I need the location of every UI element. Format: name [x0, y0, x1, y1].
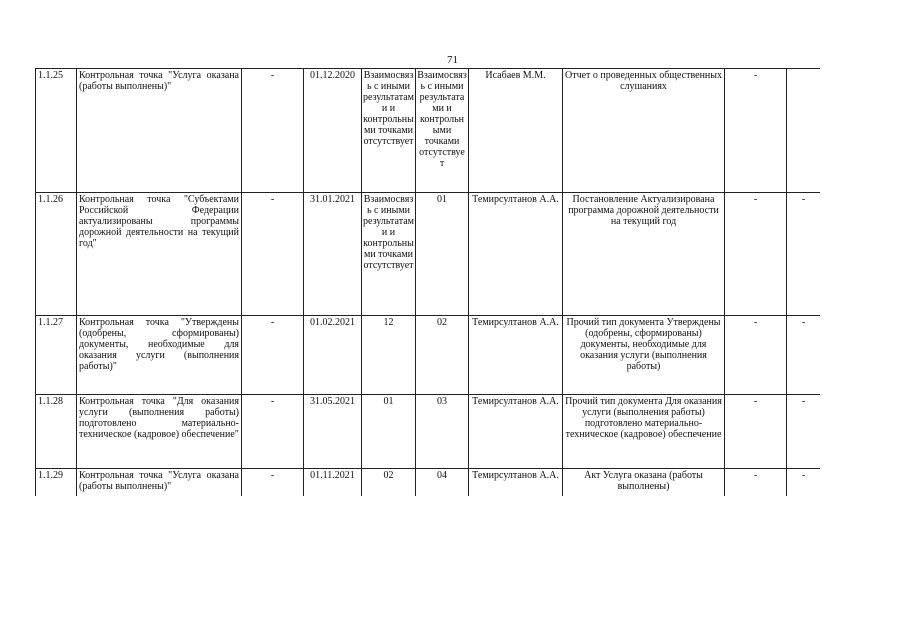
cell-document: Акт Услуга оказана (работы выполнены) — [563, 469, 725, 497]
cell-id: 1.1.25 — [36, 69, 77, 193]
cell-end-date: 01.12.2020 — [304, 69, 362, 193]
cell-document: Отчет о проведенных общественных слушаниях — [563, 69, 725, 193]
table-row — [36, 193, 821, 316]
cell-start: - — [242, 69, 304, 193]
cell-level: - — [725, 395, 787, 469]
cell-start: - — [242, 469, 304, 497]
document-table-container — [35, 68, 820, 496]
cell-info: - — [787, 316, 821, 395]
cell-id: 1.1.27 — [36, 316, 77, 395]
page-number: 71 — [447, 54, 458, 66]
cell-level: - — [725, 469, 787, 497]
cell-predecessor: Взаимосвязь с иными результатами и контрольными точками отсутствует — [362, 69, 416, 193]
cell-info — [787, 69, 821, 193]
cell-successor: 03 — [416, 395, 469, 469]
control-points-table — [35, 68, 820, 496]
table-row — [36, 469, 821, 497]
table-row — [36, 69, 821, 193]
cell-id: 1.1.29 — [36, 469, 77, 497]
cell-start: - — [242, 316, 304, 395]
cell-successor: 02 — [416, 316, 469, 395]
cell-info: - — [787, 395, 821, 469]
cell-successor: Взаимосвязь с иными результатами и контрольными точками отсутствует — [416, 69, 469, 193]
cell-predecessor: 01 — [362, 395, 416, 469]
cell-info: - — [787, 193, 821, 316]
cell-level: - — [725, 69, 787, 193]
cell-document: Постановление Актуализирована программа дорожной деятельности на текущий год — [563, 193, 725, 316]
cell-responsible: Исабаев М.М. — [469, 69, 563, 193]
cell-id: 1.1.28 — [36, 395, 77, 469]
cell-name: Контрольная точка "Субъектами Российской Федерации актуализированы программы дорожной деятельности на текущий год" — [77, 193, 242, 316]
cell-name: Контрольная точка "Утверждены (одобрены, сформированы) документы, необходимые для оказания услуги (выполнения работы)" — [77, 316, 242, 395]
cell-name: Контрольная точка "Услуга оказана (работы выполнены)" — [77, 69, 242, 193]
cell-predecessor: 02 — [362, 469, 416, 497]
cell-end-date: 01.02.2021 — [304, 316, 362, 395]
cell-successor: 04 — [416, 469, 469, 497]
cell-start: - — [242, 395, 304, 469]
cell-responsible: Темирсултанов А.А. — [469, 395, 563, 469]
cell-name: Контрольная точка "Услуга оказана (работы выполнены)" — [77, 469, 242, 497]
cell-start: - — [242, 193, 304, 316]
cell-responsible: Темирсултанов А.А. — [469, 193, 563, 316]
table-row — [36, 395, 821, 469]
cell-end-date: 01.11.2021 — [304, 469, 362, 497]
cell-document: Прочий тип документа Утверждены (одобрены, сформированы) документы, необходимые для оказания услуги (выполнения работы) — [563, 316, 725, 395]
cell-level: - — [725, 316, 787, 395]
cell-name: Контрольная точка "Для оказания услуги (выполнения работы) подготовлено материально-техническое (кадровое) обеспечение" — [77, 395, 242, 469]
cell-document: Прочий тип документа Для оказания услуги (выполнения работы) подготовлено материально-техническое (кадровое) обеспечение — [563, 395, 725, 469]
cell-responsible: Темирсултанов А.А. — [469, 469, 563, 497]
cell-info: - — [787, 469, 821, 497]
cell-id: 1.1.26 — [36, 193, 77, 316]
cell-successor: 01 — [416, 193, 469, 316]
cell-predecessor: Взаимосвязь с иными результатами и контрольными точками отсутствует — [362, 193, 416, 316]
table-row — [36, 316, 821, 395]
cell-responsible: Темирсултанов А.А. — [469, 316, 563, 395]
cell-end-date: 31.05.2021 — [304, 395, 362, 469]
cell-level: - — [725, 193, 787, 316]
cell-end-date: 31.01.2021 — [304, 193, 362, 316]
cell-predecessor: 12 — [362, 316, 416, 395]
